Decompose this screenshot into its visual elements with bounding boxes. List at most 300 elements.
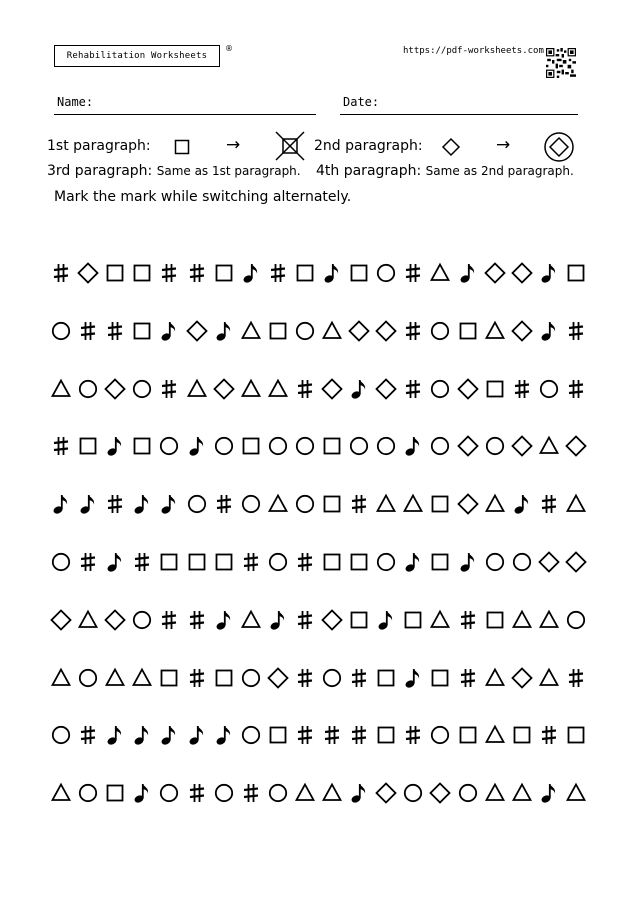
- square-symbol[interactable]: [427, 547, 453, 577]
- diamond-symbol[interactable]: [427, 778, 453, 808]
- note-symbol[interactable]: [75, 489, 101, 519]
- diamond-symbol[interactable]: [373, 778, 399, 808]
- triangle-symbol[interactable]: [536, 431, 562, 461]
- sharp-symbol[interactable]: [346, 663, 372, 693]
- triangle-symbol[interactable]: [400, 489, 426, 519]
- diamond-symbol[interactable]: [455, 431, 481, 461]
- circle-icon: [346, 431, 372, 461]
- sharp-symbol[interactable]: [238, 547, 264, 577]
- circle-symbol[interactable]: [536, 374, 562, 404]
- triangle-symbol[interactable]: [48, 374, 74, 404]
- note-icon: [156, 316, 182, 346]
- note-symbol[interactable]: [536, 316, 562, 346]
- triangle-symbol[interactable]: [427, 258, 453, 288]
- triangle-symbol[interactable]: [482, 663, 508, 693]
- diamond-symbol[interactable]: [265, 663, 291, 693]
- circle-symbol[interactable]: [292, 316, 318, 346]
- circle-symbol[interactable]: [427, 720, 453, 750]
- circle-symbol[interactable]: [48, 547, 74, 577]
- square-symbol[interactable]: [563, 720, 589, 750]
- circle-symbol[interactable]: [319, 663, 345, 693]
- square-symbol[interactable]: [75, 431, 101, 461]
- square-symbol[interactable]: [346, 258, 372, 288]
- sharp-icon: [400, 316, 426, 346]
- crossed-square-icon: [275, 131, 305, 161]
- circle-icon: [427, 720, 453, 750]
- circle-icon: [373, 431, 399, 461]
- note-icon: [102, 720, 128, 750]
- sharp-icon: [563, 663, 589, 693]
- circle-icon: [427, 374, 453, 404]
- sharp-symbol[interactable]: [400, 720, 426, 750]
- square-symbol[interactable]: [509, 720, 535, 750]
- square-symbol[interactable]: [238, 431, 264, 461]
- triangle-symbol[interactable]: [75, 605, 101, 635]
- sharp-symbol[interactable]: [75, 720, 101, 750]
- circle-symbol[interactable]: [75, 778, 101, 808]
- square-icon: [265, 720, 291, 750]
- square-symbol[interactable]: [427, 663, 453, 693]
- note-symbol[interactable]: [536, 778, 562, 808]
- note-symbol[interactable]: [102, 547, 128, 577]
- circle-symbol[interactable]: [211, 431, 237, 461]
- triangle-symbol[interactable]: [482, 316, 508, 346]
- sharp-symbol[interactable]: [292, 374, 318, 404]
- sharp-symbol[interactable]: [102, 489, 128, 519]
- triangle-symbol[interactable]: [265, 489, 291, 519]
- sharp-symbol[interactable]: [292, 663, 318, 693]
- diamond-symbol[interactable]: [102, 605, 128, 635]
- square-icon: [102, 778, 128, 808]
- diamond-icon: [102, 374, 128, 404]
- square-symbol[interactable]: [346, 547, 372, 577]
- diamond-icon: [455, 489, 481, 519]
- diamond-icon: [441, 137, 461, 157]
- note-symbol[interactable]: [373, 605, 399, 635]
- circle-symbol[interactable]: [238, 720, 264, 750]
- triangle-symbol[interactable]: [238, 605, 264, 635]
- square-symbol[interactable]: [319, 431, 345, 461]
- square-symbol[interactable]: [455, 720, 481, 750]
- sharp-icon: [536, 489, 562, 519]
- square-symbol[interactable]: [482, 605, 508, 635]
- circle-symbol[interactable]: [211, 778, 237, 808]
- note-symbol[interactable]: [156, 316, 182, 346]
- square-icon: [129, 316, 155, 346]
- circle-symbol[interactable]: [265, 547, 291, 577]
- diamond-icon: [265, 663, 291, 693]
- note-icon: [211, 316, 237, 346]
- circle-symbol[interactable]: [75, 374, 101, 404]
- date-field[interactable]: [340, 95, 578, 115]
- circle-symbol[interactable]: [455, 778, 481, 808]
- sharp-symbol[interactable]: [292, 720, 318, 750]
- note-symbol[interactable]: [400, 431, 426, 461]
- sharp-icon: [563, 374, 589, 404]
- circle-icon: [156, 778, 182, 808]
- triangle-symbol[interactable]: [265, 374, 291, 404]
- circle-symbol[interactable]: [129, 374, 155, 404]
- note-symbol[interactable]: [346, 778, 372, 808]
- sharp-symbol[interactable]: [563, 374, 589, 404]
- sharp-symbol[interactable]: [455, 605, 481, 635]
- sharp-symbol[interactable]: [75, 316, 101, 346]
- circle-symbol[interactable]: [184, 489, 210, 519]
- note-symbol[interactable]: [238, 258, 264, 288]
- note-symbol[interactable]: [184, 720, 210, 750]
- diamond-symbol[interactable]: [563, 431, 589, 461]
- sharp-symbol[interactable]: [265, 258, 291, 288]
- sharp-icon: [48, 431, 74, 461]
- diamond-symbol[interactable]: [184, 316, 210, 346]
- circle-symbol[interactable]: [48, 720, 74, 750]
- diamond-icon: [509, 663, 535, 693]
- diamond-icon: [482, 258, 508, 288]
- site-url[interactable]: https://pdf-worksheets.com: [403, 46, 544, 56]
- triangle-symbol[interactable]: [319, 316, 345, 346]
- circle-symbol[interactable]: [482, 547, 508, 577]
- diamond-symbol[interactable]: [102, 374, 128, 404]
- sharp-icon: [455, 663, 481, 693]
- diamond-symbol[interactable]: [211, 374, 237, 404]
- square-symbol[interactable]: [129, 258, 155, 288]
- diamond-symbol[interactable]: [346, 316, 372, 346]
- note-icon: [536, 316, 562, 346]
- note-symbol[interactable]: [509, 489, 535, 519]
- diamond-symbol[interactable]: [563, 547, 589, 577]
- triangle-symbol[interactable]: [373, 489, 399, 519]
- sharp-symbol[interactable]: [455, 663, 481, 693]
- triangle-symbol[interactable]: [238, 316, 264, 346]
- sharp-symbol[interactable]: [48, 258, 74, 288]
- sharp-icon: [400, 374, 426, 404]
- square-symbol[interactable]: [265, 720, 291, 750]
- circle-symbol[interactable]: [292, 431, 318, 461]
- note-icon: [102, 547, 128, 577]
- diamond-symbol[interactable]: [319, 374, 345, 404]
- circle-icon: [427, 316, 453, 346]
- square-symbol[interactable]: [427, 489, 453, 519]
- triangle-symbol[interactable]: [102, 663, 128, 693]
- square-symbol[interactable]: [319, 547, 345, 577]
- sharp-symbol[interactable]: [509, 374, 535, 404]
- triangle-icon: [184, 374, 210, 404]
- square-symbol[interactable]: [211, 258, 237, 288]
- diamond-symbol[interactable]: [455, 489, 481, 519]
- circle-symbol[interactable]: [156, 431, 182, 461]
- triangle-symbol[interactable]: [509, 778, 535, 808]
- circle-icon: [292, 489, 318, 519]
- sharp-symbol[interactable]: [400, 316, 426, 346]
- circle-symbol[interactable]: [238, 663, 264, 693]
- note-symbol[interactable]: [455, 258, 481, 288]
- sharp-symbol[interactable]: [184, 778, 210, 808]
- sharp-icon: [48, 258, 74, 288]
- circle-symbol[interactable]: [482, 431, 508, 461]
- diamond-symbol[interactable]: [373, 316, 399, 346]
- note-symbol[interactable]: [211, 605, 237, 635]
- square-icon: [346, 605, 372, 635]
- triangle-symbol[interactable]: [563, 489, 589, 519]
- diamond-icon: [48, 605, 74, 635]
- triangle-symbol[interactable]: [48, 778, 74, 808]
- square-symbol[interactable]: [184, 547, 210, 577]
- square-symbol[interactable]: [482, 374, 508, 404]
- square-icon: [455, 316, 481, 346]
- square-symbol[interactable]: [563, 258, 589, 288]
- sharp-symbol[interactable]: [102, 316, 128, 346]
- sharp-symbol[interactable]: [292, 605, 318, 635]
- diamond-icon: [563, 431, 589, 461]
- sharp-symbol[interactable]: [400, 374, 426, 404]
- sharp-symbol[interactable]: [184, 605, 210, 635]
- note-icon: [373, 605, 399, 635]
- sharp-symbol[interactable]: [536, 489, 562, 519]
- square-icon: [346, 258, 372, 288]
- triangle-symbol[interactable]: [482, 720, 508, 750]
- triangle-symbol[interactable]: [482, 778, 508, 808]
- square-symbol[interactable]: [211, 547, 237, 577]
- note-symbol[interactable]: [102, 720, 128, 750]
- diamond-icon: [455, 431, 481, 461]
- note-icon: [265, 605, 291, 635]
- square-icon: [292, 258, 318, 288]
- circle-symbol[interactable]: [265, 778, 291, 808]
- note-symbol[interactable]: [319, 258, 345, 288]
- note-symbol[interactable]: [400, 663, 426, 693]
- note-symbol[interactable]: [400, 547, 426, 577]
- diamond-icon: [75, 258, 101, 288]
- triangle-symbol[interactable]: [292, 778, 318, 808]
- sharp-icon: [184, 258, 210, 288]
- note-symbol[interactable]: [102, 431, 128, 461]
- sharp-icon: [238, 778, 264, 808]
- note-symbol[interactable]: [156, 489, 182, 519]
- note-symbol[interactable]: [184, 431, 210, 461]
- triangle-symbol[interactable]: [238, 374, 264, 404]
- triangle-symbol[interactable]: [563, 778, 589, 808]
- triangle-icon: [509, 605, 535, 635]
- sharp-symbol[interactable]: [156, 605, 182, 635]
- triangle-icon: [48, 778, 74, 808]
- note-icon: [211, 605, 237, 635]
- square-icon: [156, 663, 182, 693]
- sharp-symbol[interactable]: [563, 663, 589, 693]
- qr-code-icon[interactable]: [546, 48, 576, 78]
- note-symbol[interactable]: [129, 720, 155, 750]
- p3-instruction: [47, 163, 301, 179]
- note-icon: [75, 489, 101, 519]
- circle-symbol[interactable]: [292, 489, 318, 519]
- note-icon: [455, 258, 481, 288]
- sharp-symbol[interactable]: [156, 374, 182, 404]
- diamond-icon: [455, 374, 481, 404]
- circle-icon: [156, 431, 182, 461]
- diamond-symbol[interactable]: [455, 374, 481, 404]
- diamond-symbol[interactable]: [48, 605, 74, 635]
- circle-symbol[interactable]: [373, 547, 399, 577]
- diamond-symbol[interactable]: [319, 605, 345, 635]
- triangle-symbol[interactable]: [48, 663, 74, 693]
- circle-symbol[interactable]: [373, 258, 399, 288]
- square-symbol[interactable]: [102, 258, 128, 288]
- square-icon: [319, 547, 345, 577]
- sharp-symbol[interactable]: [346, 720, 372, 750]
- triangle-icon: [238, 316, 264, 346]
- diamond-symbol[interactable]: [482, 258, 508, 288]
- sharp-icon: [455, 605, 481, 635]
- triangle-icon: [427, 258, 453, 288]
- square-symbol[interactable]: [400, 605, 426, 635]
- arrow-2: →: [496, 135, 511, 155]
- sharp-symbol[interactable]: [156, 258, 182, 288]
- triangle-icon: [292, 778, 318, 808]
- square-icon: [174, 139, 190, 155]
- circle-icon: [129, 605, 155, 635]
- sharp-symbol[interactable]: [184, 258, 210, 288]
- note-symbol[interactable]: [536, 258, 562, 288]
- square-icon: [156, 547, 182, 577]
- square-symbol[interactable]: [346, 605, 372, 635]
- circle-symbol[interactable]: [265, 431, 291, 461]
- square-symbol[interactable]: [292, 258, 318, 288]
- sharp-symbol[interactable]: [346, 489, 372, 519]
- note-symbol[interactable]: [48, 489, 74, 519]
- sharp-icon: [211, 489, 237, 519]
- diamond-symbol[interactable]: [509, 663, 535, 693]
- circle-symbol[interactable]: [509, 547, 535, 577]
- sharp-symbol[interactable]: [319, 720, 345, 750]
- circle-icon: [292, 316, 318, 346]
- square-symbol[interactable]: [102, 778, 128, 808]
- sharp-symbol[interactable]: [48, 431, 74, 461]
- square-symbol[interactable]: [129, 431, 155, 461]
- sharp-symbol[interactable]: [75, 547, 101, 577]
- circle-symbol[interactable]: [75, 663, 101, 693]
- square-symbol[interactable]: [129, 316, 155, 346]
- circle-icon: [48, 547, 74, 577]
- square-symbol[interactable]: [373, 663, 399, 693]
- triangle-symbol[interactable]: [129, 663, 155, 693]
- sharp-icon: [346, 720, 372, 750]
- diamond-icon: [319, 605, 345, 635]
- sharp-icon: [292, 605, 318, 635]
- circle-icon: [238, 663, 264, 693]
- square-icon: [427, 489, 453, 519]
- square-icon: [184, 547, 210, 577]
- circle-symbol[interactable]: [156, 778, 182, 808]
- sharp-symbol[interactable]: [400, 258, 426, 288]
- note-symbol[interactable]: [129, 778, 155, 808]
- square-icon: [455, 720, 481, 750]
- square-symbol[interactable]: [211, 663, 237, 693]
- note-symbol[interactable]: [211, 720, 237, 750]
- sharp-icon: [536, 720, 562, 750]
- sharp-symbol[interactable]: [211, 489, 237, 519]
- triangle-symbol[interactable]: [482, 489, 508, 519]
- sharp-symbol[interactable]: [536, 720, 562, 750]
- sharp-symbol[interactable]: [292, 547, 318, 577]
- triangle-icon: [563, 489, 589, 519]
- sharp-symbol[interactable]: [129, 547, 155, 577]
- diamond-symbol[interactable]: [373, 374, 399, 404]
- square-symbol[interactable]: [265, 316, 291, 346]
- note-symbol[interactable]: [346, 374, 372, 404]
- square-symbol[interactable]: [455, 316, 481, 346]
- square-symbol[interactable]: [319, 489, 345, 519]
- brand-box: Rehabilitation Worksheets: [54, 45, 220, 67]
- diamond-symbol[interactable]: [509, 258, 535, 288]
- diamond-symbol[interactable]: [536, 547, 562, 577]
- p3-text: Same as 1st paragraph.: [156, 164, 301, 178]
- sharp-symbol[interactable]: [563, 316, 589, 346]
- registered-mark: ®: [225, 44, 233, 53]
- diamond-symbol[interactable]: [509, 316, 535, 346]
- circle-symbol[interactable]: [563, 605, 589, 635]
- circle-symbol[interactable]: [48, 316, 74, 346]
- square-icon: [427, 663, 453, 693]
- note-icon: [129, 489, 155, 519]
- circle-icon: [563, 605, 589, 635]
- note-symbol[interactable]: [211, 316, 237, 346]
- note-symbol[interactable]: [265, 605, 291, 635]
- circle-symbol[interactable]: [427, 374, 453, 404]
- square-symbol[interactable]: [156, 547, 182, 577]
- circle-symbol[interactable]: [427, 431, 453, 461]
- note-icon: [129, 720, 155, 750]
- sharp-symbol[interactable]: [184, 663, 210, 693]
- p4-instruction: [316, 163, 574, 179]
- circle-symbol[interactable]: [346, 431, 372, 461]
- note-symbol[interactable]: [455, 547, 481, 577]
- square-symbol[interactable]: [373, 720, 399, 750]
- note-icon: [156, 720, 182, 750]
- circle-symbol[interactable]: [373, 431, 399, 461]
- triangle-icon: [319, 316, 345, 346]
- triangle-symbol[interactable]: [427, 605, 453, 635]
- name-field[interactable]: [54, 95, 316, 115]
- triangle-symbol[interactable]: [509, 605, 535, 635]
- square-icon: [238, 431, 264, 461]
- note-symbol[interactable]: [129, 489, 155, 519]
- circle-symbol[interactable]: [400, 778, 426, 808]
- diamond-icon: [319, 374, 345, 404]
- triangle-icon: [129, 663, 155, 693]
- circle-symbol[interactable]: [129, 605, 155, 635]
- square-icon: [482, 374, 508, 404]
- sharp-icon: [563, 316, 589, 346]
- note-symbol[interactable]: [156, 720, 182, 750]
- circle-symbol[interactable]: [427, 316, 453, 346]
- triangle-symbol[interactable]: [319, 778, 345, 808]
- triangle-symbol[interactable]: [184, 374, 210, 404]
- diamond-symbol[interactable]: [75, 258, 101, 288]
- sharp-icon: [400, 258, 426, 288]
- triangle-symbol[interactable]: [536, 663, 562, 693]
- square-symbol[interactable]: [156, 663, 182, 693]
- note-icon: [400, 547, 426, 577]
- sharp-icon: [238, 547, 264, 577]
- triangle-icon: [482, 720, 508, 750]
- circle-symbol[interactable]: [238, 489, 264, 519]
- triangle-icon: [509, 778, 535, 808]
- triangle-icon: [319, 778, 345, 808]
- diamond-symbol[interactable]: [509, 431, 535, 461]
- sharp-symbol[interactable]: [238, 778, 264, 808]
- triangle-symbol[interactable]: [536, 605, 562, 635]
- square-icon: [509, 720, 535, 750]
- triangle-icon: [482, 316, 508, 346]
